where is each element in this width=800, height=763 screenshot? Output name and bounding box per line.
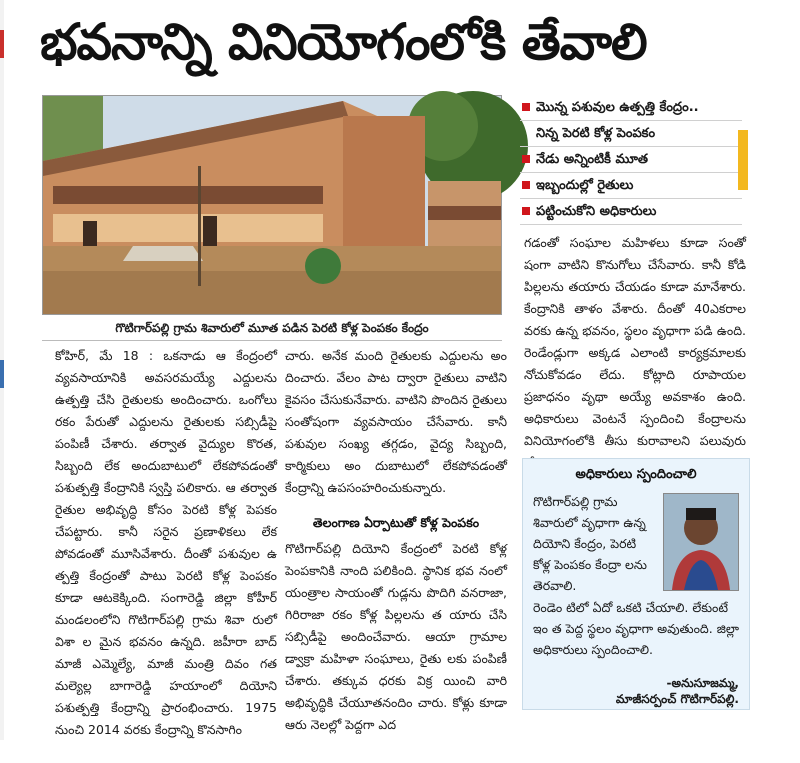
bullet-square-icon (522, 155, 530, 163)
article-column-1 (55, 345, 277, 737)
edge-mark (0, 360, 4, 388)
photo-caption: గొటిగార్‌పల్లి గ్రామ శివారులో మూత పడిన పెరటి కోళ్ల పెంపకం కేంద్రం (42, 316, 502, 341)
portrait-photo (663, 493, 739, 591)
quote-attribution: -అనుసూజమ్మ, మాజీసర్పంచ్‌ గొటిగార్‌పల్లి. (615, 676, 739, 706)
highlight-item: నేడు అన్నింటికీ మూత (520, 147, 742, 173)
quote-text-continued: రెండెం టిలో ఏదో ఒకటి చేయాలి. లేకుంటే ఇం త పెద్ద స్థలం వృధాగా అవుతుంది. జిల్లా అధికారులు స్పందించాలి. (533, 600, 739, 657)
section-subhead: తెలంగాణ ఏర్పాటుతో కోళ్ల పెంపకం (312, 515, 480, 530)
headline: భవనాన్ని వినియోగంలోకి తేవాలి (40, 13, 647, 71)
bullet-square-icon (522, 181, 530, 189)
article-text: గడంతో సంఘాల మహిళలు కూడా సంతో షంగా వాటిని కొనుగోలు చేసేవారు. కానీ కోడి పిల్లలను తయారు చేయడం కూడా మానేశారు. కేంద్రానికి తాళం వేశారు. దీంతో 40ఎకరాల వరకు ఉన్న భవనం, స్థలం వృధాగా పడి ఉంది. రెండేండ్లుగా అక్కడ ఎలాంటి కార్యక్రమాలకు నోచుకోవడం లేదు. కోట్లాది రూపాయల ప్రజాధనం వృథా అయ్యే అవకాశం ఉంది. అధికారులు వెంటనే స్పందించి కేంద్రాలను వినియోగంలోకి తీసు కురావాలని పలువురు (524, 235, 746, 448)
article-column-3 (524, 232, 746, 454)
highlight-item: నిన్న పెరటి కోళ్ల పెంపకం (520, 121, 742, 147)
quote-box-title: అధికారులు స్పందించాలి (575, 467, 697, 482)
highlight-item: మొన్న పశువుల ఉత్పత్తి కేంద్రం.. (520, 95, 742, 121)
article-text: చారు. అనేక మంది రైతులకు ఎద్దులను అం దించారు. వేలం పాట ద్వారా రైతులు వాటిని కైవసం చేసుకునేవారు. వాటిని పొందిన రైతులు సంతోషంగా వ్యవసాయం చేసేవారు. కానీ పశువుల సంఖ్య తగ్గడం, వైద్య సిబ్బంది, కార్మికులు అం దుబాటులో లేకపోవడంతో కేంద్రాన్ని ఉపసంహరించుకున్నారు. (285, 348, 507, 495)
bullet-square-icon (522, 103, 530, 111)
highlight-item: ఇబ్బందుల్లో రైతులు (520, 173, 742, 199)
accent-bar (738, 130, 748, 190)
bullet-square-icon (522, 207, 530, 215)
article-column-2 (285, 345, 507, 505)
article-column-2b (285, 538, 507, 732)
highlight-item: పట్టించుకోని అధికారులు (520, 199, 742, 225)
edge-mark (0, 30, 4, 58)
quote-text: గొటిగార్‌పల్లి గ్రామ శివారులో వృధాగా ఉన్న దియోని కేంద్రం, పెరటి కోళ్ల పెంపకం కేంద్రా లను తెరవాలి. (533, 494, 647, 593)
highlight-list (520, 95, 742, 225)
quote-box (522, 458, 750, 710)
building-photo (42, 95, 502, 315)
article-text: గొటిగార్‌పల్లి దియోని కేంద్రంలో పెరటి కోళ్ల పెంపకానికి నాంది పలికింది. స్థానిక భవ నంలో యంత్రాల సాయంతో గుడ్లను పొదిగి వనరాజా, గిరిరాజా రకం కోళ్ల పిల్లలను త యారు చేసి సబ్సిడీపై అందించేవారు. ఆయా గ్రామాల డ్వాక్రా మహిళా సంఘాలు, రైతు లకు పంపిణీ చేశారు. తక్కువ ధరకు విక్ర యించి వారి అభివృద్ధికి చేయూతనందిం చారు. కోళ్లు కూడా ఆరు నెలల్లో పెద్దగా ఎద (285, 541, 507, 732)
article-text: కోహిర్‌, మే 18 : ఒకనాడు ఆ కేంద్రంలో వ్యవసాయానికి అవసరమయ్యే ఎద్దులను ఉత్పత్తి చేసి రైతులకు అందించారు. ఒంగోలు రకం పేరుతో ఎద్దులను రైతులకు సబ్సిడీపై పంపిణీ చేశారు. తర్వాత వైద్యుల కొరత, సిబ్బంది లేక అందుబాటులో లేకపోవడంతో పశుత్పత్తి కేంద్రానికి స్వస్తి పలికారు. ఆ తర్వాత రైతుల అభివృద్ధి కోసం పెరటి కోళ్ల పెపకం చేపట్టారు. కానీ సరైన ప్రణాళికలు లేక పోవడంతో మూసివేశారు. దీంతో పశువుల ఉ త్పత్తి కేంద్రంతో పాటు పెరటి కోళ్ల పెంపకం కూడా ఆటకెక్కింది. సంగారెడ్డి జిల్లా కోహీర్‌ మండలంలోని గొటిగార్‌పల్లి గ్రామ శివా రులో విశా ల మైన భవనం ఉన్నది. జహీరా బాద్‌ మాజీ ఎమ్మెల్యే, మాజీ మంత్రి దివం గత మల్యెల్ల బాగారెడ్డి హయాంలో దియోని పశుత్పత్తి కేంద్రాన్ని ప్రారంభించారు. 1975 నుంచి 2014 వరకు కేంద్రాన్ని కొనసాగిం (55, 348, 277, 737)
